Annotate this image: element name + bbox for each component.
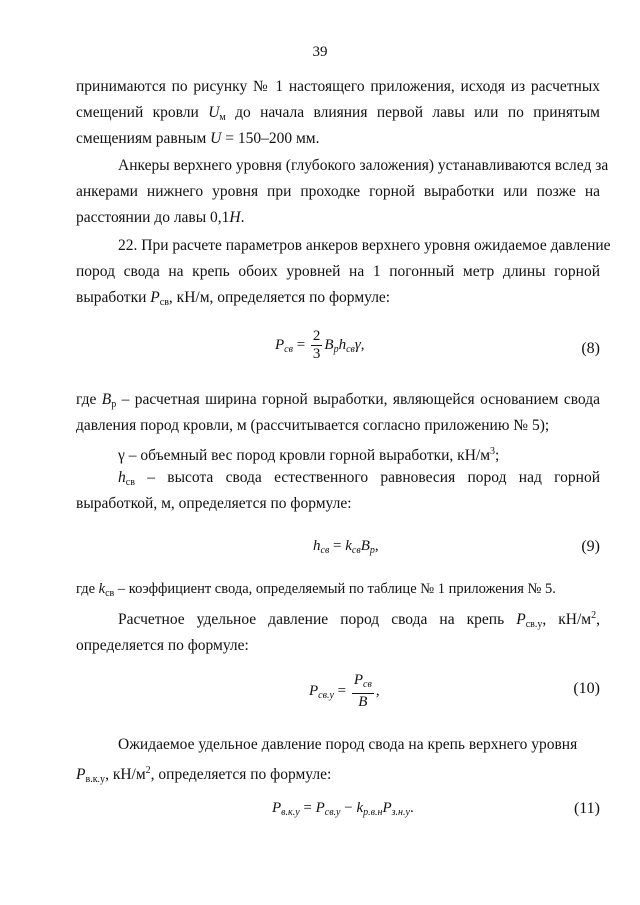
p3-line-3: выработки $P_{св}$, кН/м, определяется по формуле: xyxy=(76,289,391,308)
formula-8: $P_{св}$ = $\frac{2}{3}$ $B_рh_{св}\gamma$, xyxy=(275,328,365,362)
p3-line-1: 22. При расчете параметров анкеров верхнего уровня ожидаемое давление xyxy=(118,237,611,254)
where2-line-1: где $k_{св}$ – коэффициент свода, определяемый по таблице № 1 приложения № 5. xyxy=(76,581,556,599)
where-line-3: γ – объемный вес пород кровли горной выработки, $кН/м^3$; xyxy=(118,446,500,464)
p1-line-1: принимаются по рисунку № 1 настоящего приложения, исходя из расчетных xyxy=(76,78,600,95)
p5-line-1: Ожидаемое удельное давление пород свода на крепь верхнего уровня xyxy=(118,736,578,753)
equation-number-9: (9) xyxy=(581,538,600,555)
equation-number-10: (10) xyxy=(573,680,600,697)
equation-number-11: (11) xyxy=(573,800,600,817)
equation-number-8: (8) xyxy=(581,340,600,357)
where-line-4: $h_{св}$ – высота свода естественного равновесия пород над горной xyxy=(118,469,600,488)
formula-9: $h_{св} = k_{св}B_р$, xyxy=(313,538,379,556)
where-line-1: где $B_р$ – расчетная ширина горной выработки, являющейся основанием свода xyxy=(76,391,600,410)
where-line-5: выработкой, м, определяется по формуле: xyxy=(76,495,352,512)
p4-line-2: определяется по формуле: xyxy=(76,637,249,654)
p2-line-1: Анкеры верхнего уровня (глубокого заложения) устанавливаются вслед за xyxy=(118,157,609,174)
formula-11: $P_{в.к.у} = P_{св.у} - k_{р.в.н}P_{з.н.у}$. xyxy=(272,800,414,818)
formula-10: $P_{св.у}$ = $\frac{P_{св}}{B}$ , xyxy=(309,672,380,710)
p2-line-3: расстоянии до лавы 0,1H. xyxy=(76,209,245,226)
p1-line-3: смещениям равным U = 150–200 мм. xyxy=(76,130,320,147)
p1-line-2: смещений кровли $U_м$ до начала влияния первой лавы или по принятым xyxy=(76,104,600,123)
page-number: 39 xyxy=(312,44,328,60)
p3-line-2: пород свода на крепь обоих уровней на 1 погонный метр длины горной xyxy=(76,263,600,280)
where-line-2: давления пород кровли, м (рассчитывается согласно приложению № 5); xyxy=(76,417,550,434)
p4-line-1: Расчетное удельное давление пород свода на крепь $P_{св.у}$, $кН/м^2$, xyxy=(118,610,600,630)
p2-line-2: анкерами нижнего уровня при проходке горной выработки или позже на xyxy=(76,183,600,200)
p5-line-2: $P_{в.к.у}$, $кН/м^2$, определяется по формуле: xyxy=(76,765,332,785)
